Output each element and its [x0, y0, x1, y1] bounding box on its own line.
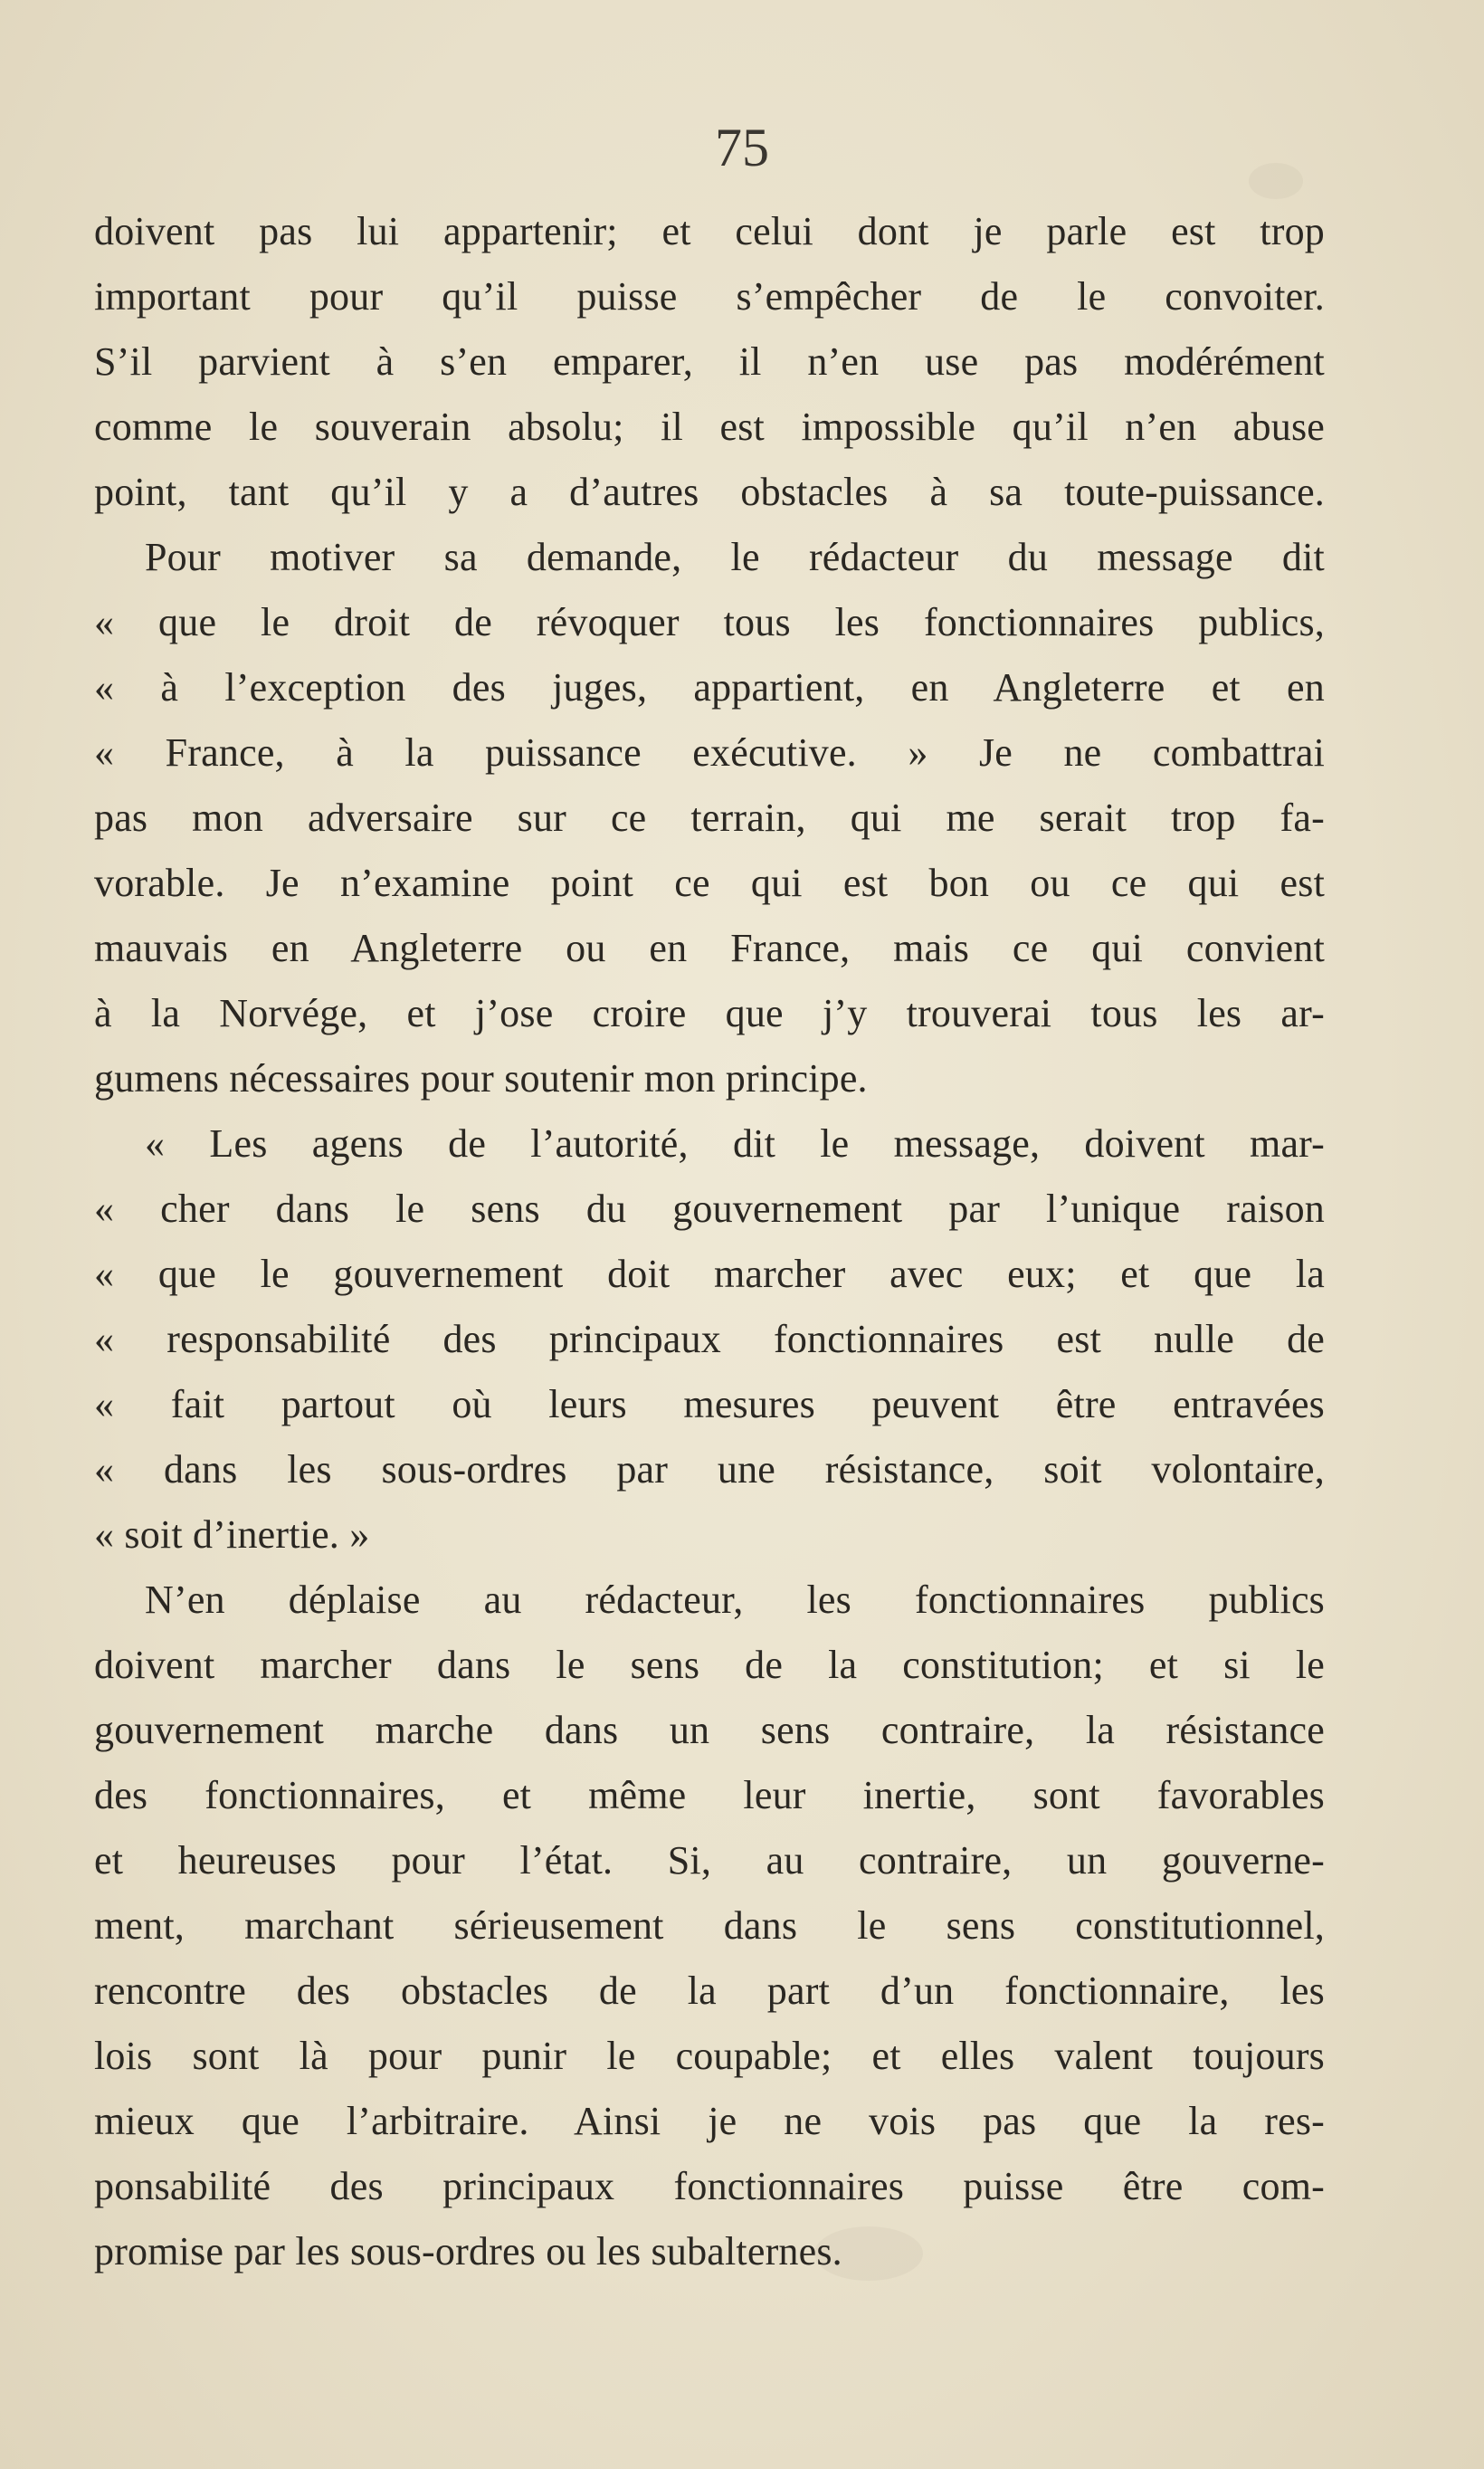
text-line: vorable. Je n’examine point ce qui est bon ou ce qui est — [94, 861, 1325, 905]
page-number: 75 — [715, 118, 769, 177]
text-line: doivent pas lui appartenir; et celui dont je parle est trop — [94, 209, 1325, 253]
text-line: « que le droit de révoquer tous les fonctionnaires publics, — [94, 600, 1325, 644]
text-line: N’en déplaise au rédacteur, les fonctionnaires publics — [145, 1578, 1325, 1622]
text-line: important pour qu’il puisse s’empêcher de le convoiter. — [94, 274, 1325, 319]
text-line: gumens nécessaires pour soutenir mon principe. — [94, 1056, 868, 1101]
text-line: S’il parvient à s’en emparer, il n’en use pas modérément — [94, 339, 1325, 384]
text-line: pas mon adversaire sur ce terrain, qui me serait trop fa- — [94, 796, 1325, 840]
text-line: mieux que l’arbitraire. Ainsi je ne vois pas que la res- — [94, 2099, 1325, 2143]
text-line: mauvais en Angleterre ou en France, mais ce qui convient — [94, 926, 1325, 970]
text-line: point, tant qu’il y a d’autres obstacles à sa toute-puissance. — [94, 470, 1325, 514]
text-line: rencontre des obstacles de la part d’un fonctionnaire, les — [94, 1969, 1325, 2013]
text-line: et heureuses pour l’état. Si, au contraire, un gouverne- — [94, 1838, 1325, 1883]
text-line: comme le souverain absolu; il est impossible qu’il n’en abuse — [94, 405, 1325, 449]
text-line: des fonctionnaires, et même leur inertie, sont favorables — [94, 1773, 1325, 1817]
text-line: lois sont là pour punir le coupable; et elles valent toujours — [94, 2034, 1325, 2078]
text-line: « responsabilité des principaux fonctionnaires est nulle de — [94, 1317, 1325, 1361]
text-line: doivent marcher dans le sens de la constitution; et si le — [94, 1643, 1325, 1687]
text-line: Pour motiver sa demande, le rédacteur du message dit — [145, 535, 1325, 579]
text-line: « Les agens de l’autorité, dit le message, doivent mar- — [145, 1121, 1325, 1166]
text-line: « cher dans le sens du gouvernement par l’unique raison — [94, 1187, 1325, 1231]
text-line: gouvernement marche dans un sens contraire, la résistance — [94, 1708, 1325, 1752]
text-line: à la Norvége, et j’ose croire que j’y trouverai tous les ar- — [94, 991, 1325, 1035]
text-line: « que le gouvernement doit marcher avec eux; et que la — [94, 1252, 1325, 1296]
text-line: « France, à la puissance exécutive. » Je ne combattrai — [94, 730, 1325, 775]
text-line: « dans les sous-ordres par une résistance, soit volontaire, — [94, 1447, 1325, 1492]
text-line: « soit d’inertie. » — [94, 1512, 370, 1557]
text-line: ment, marchant sérieusement dans le sens constitutionnel, — [94, 1903, 1325, 1948]
text-line: « à l’exception des juges, appartient, en Angleterre et en — [94, 665, 1325, 710]
text-line: ponsabilité des principaux fonctionnaires puisse être com- — [94, 2164, 1325, 2208]
text-line: « fait partout où leurs mesures peuvent être entravées — [94, 1382, 1325, 1426]
text-line: promise par les sous-ordres ou les subalternes. — [94, 2229, 842, 2274]
body-text — [94, 199, 1325, 2284]
